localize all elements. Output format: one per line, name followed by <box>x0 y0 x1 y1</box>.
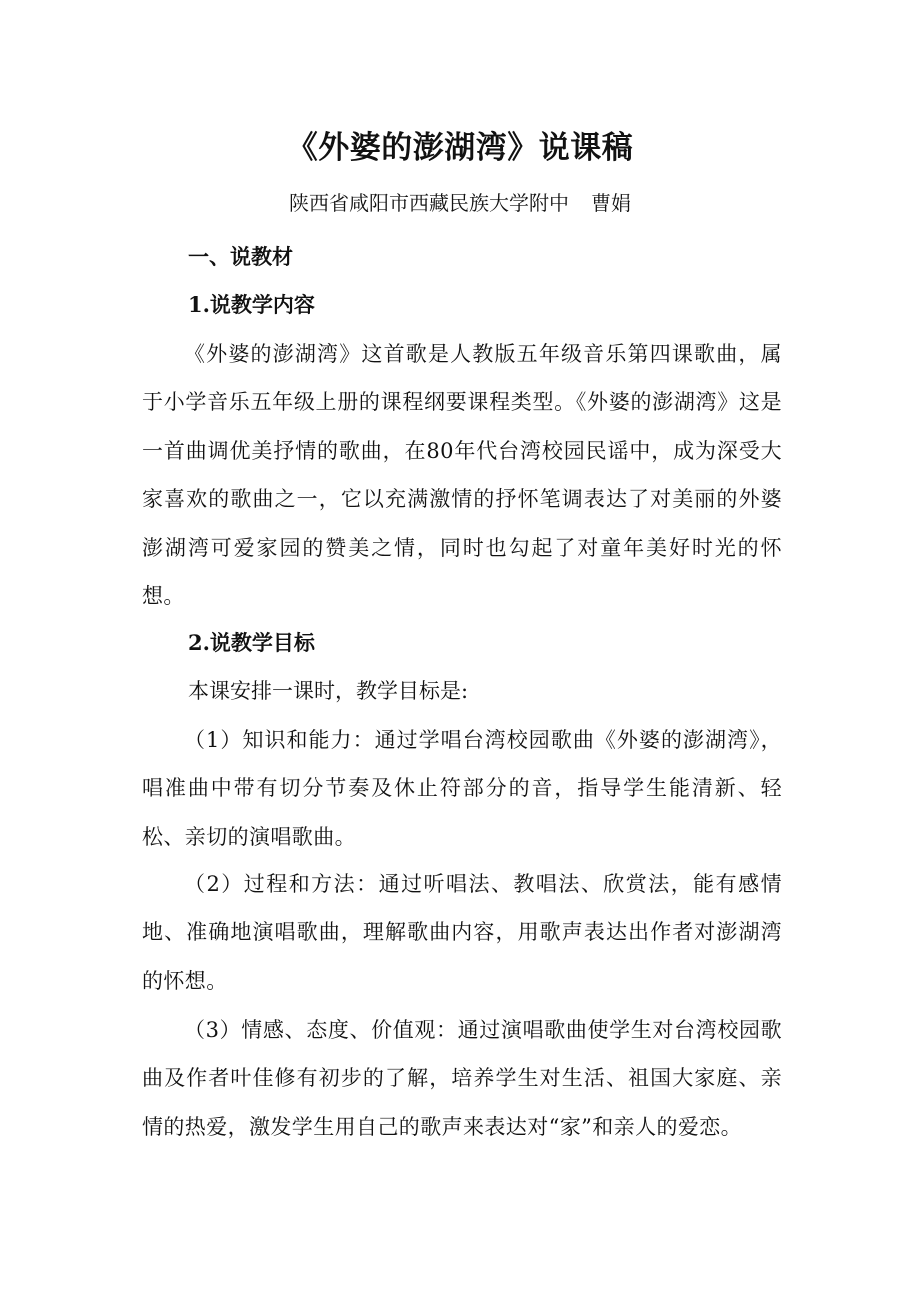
goal-process-method: （2）过程和方法：通过听唱法、教唱法、欣赏法，能有感情地、准确地演唱歌曲，理解歌曲内容，用歌声表达出作者对澎湖湾的怀想。 <box>142 872 782 993</box>
author-line <box>0 187 920 219</box>
paragraph-teaching-content: 《外婆的澎湖湾》这首歌是人教版五年级音乐第四课歌曲，属于小学音乐五年级上册的课程纲要课程类型。《外婆的澎湖湾》这是一首曲调优美抒情的歌曲，在80年代台湾校园民谣中，成为深受大家喜欢的歌曲之一，它以充满激情的抒怀笔调表达了对美丽的外婆澎湖湾可爱家园的赞美之情，同时也勾起了对童年美好时光的怀想。 <box>142 342 782 609</box>
author-affiliation: 陕西省咸阳市西藏民族大学附中 <box>289 191 569 215</box>
document-title: 《外婆的澎湖湾》说课稿 <box>286 130 634 166</box>
section-heading-textbook: 一、说教材 <box>188 245 293 269</box>
goal-emotion-values: （3）情感、态度、价值观：通过演唱歌曲使学生对台湾校园歌曲及作者叶佳修有初步的了解，培养学生对生活、祖国大家庭、亲情的热爱，激发学生用自己的歌声来表达对“家”和亲人的爱恋。 <box>142 1018 782 1139</box>
subsection-heading-content: 1.说教学内容 <box>188 292 315 317</box>
goal-knowledge-ability: （1）知识和能力：通过学唱台湾校园歌曲《外婆的澎湖湾》，唱准曲中带有切分节奏及休止符部分的音，指导学生能清新、轻松、亲切的演唱歌曲。 <box>142 728 782 849</box>
goals-intro: 本课安排一课时，教学目标是: <box>188 679 469 703</box>
author-name: 曹娟 <box>591 191 631 215</box>
subsection-heading-goals: 2.说教学目标 <box>188 630 315 655</box>
